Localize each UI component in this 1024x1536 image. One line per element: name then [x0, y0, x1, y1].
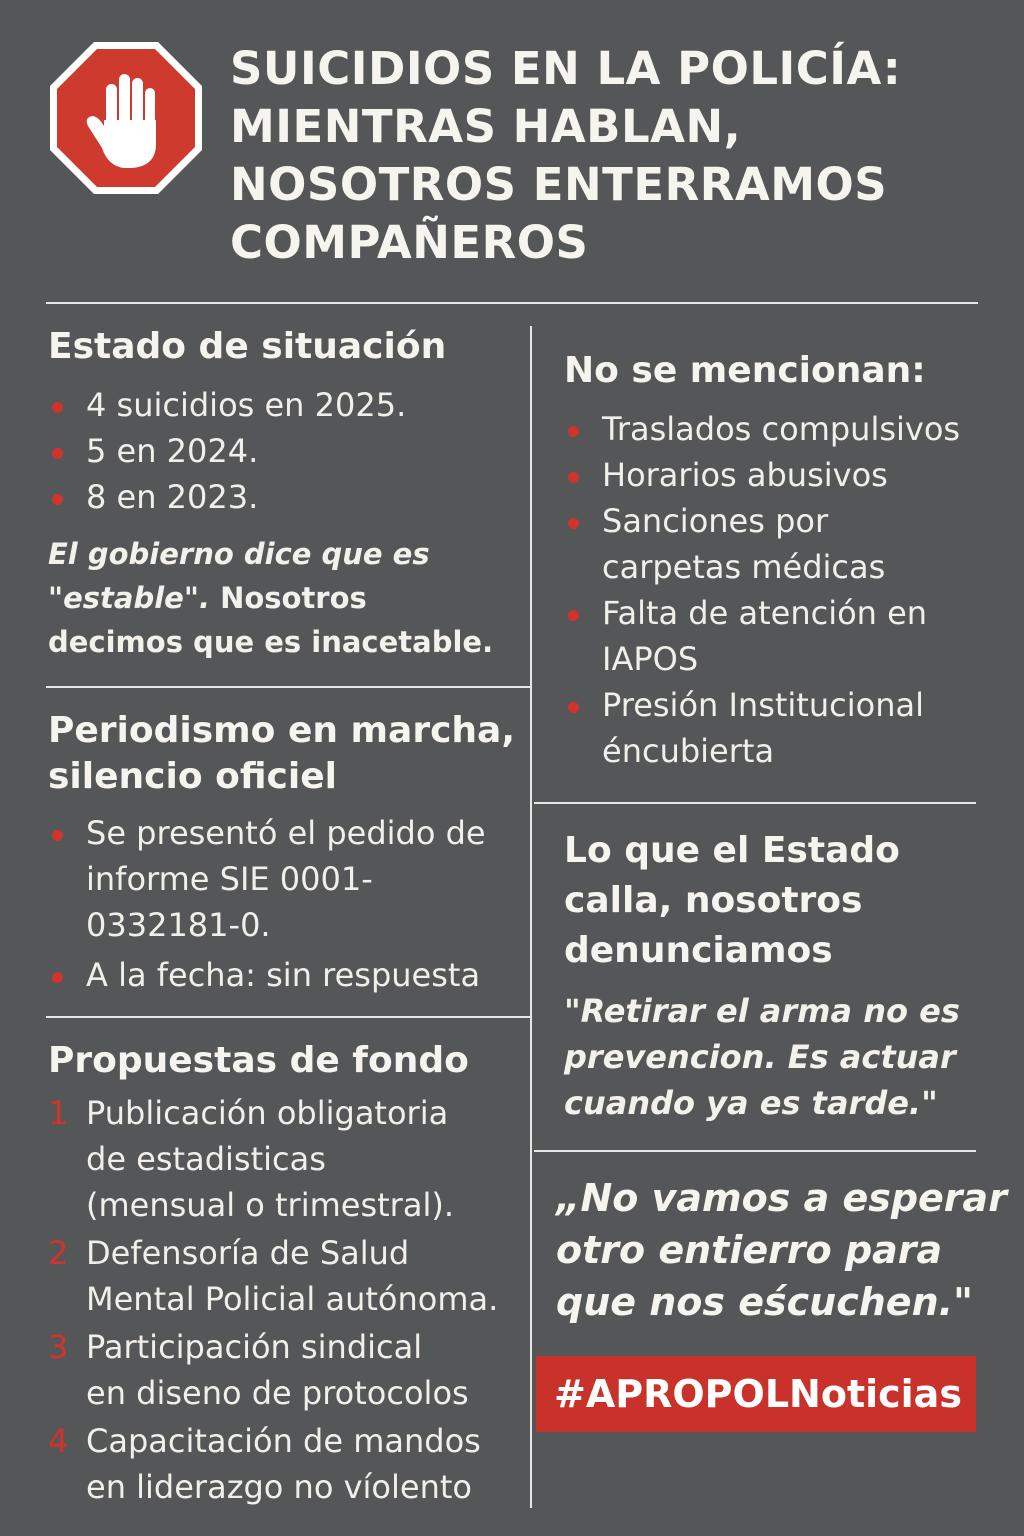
- state-silence-heading: Lo que el Estado calla, nosotros denunciamos: [564, 830, 900, 971]
- proposals-heading: Propuestas de fondo: [48, 1040, 469, 1081]
- list-item: Se presentó el pedido de informe SIE 0001- 0332181-0.: [48, 810, 528, 948]
- situation-heading: Estado de situación: [48, 326, 447, 367]
- closing-quote: „No vamos a esperar otro entierro para que nos eścuchen.": [556, 1176, 1007, 1324]
- hashtag-banner: #APROPOLNoticias: [536, 1356, 976, 1432]
- list-item: Falta de atención en IAPOS: [564, 590, 984, 682]
- proposals-section: [48, 1038, 528, 1510]
- closing-section: [556, 1172, 1007, 1328]
- list-item: Horarios abusivos: [564, 452, 984, 498]
- situation-list: [48, 382, 528, 520]
- page-title: SUICIDIOS EN LA POLICÍA: MIENTRAS HABLAN, NOSOTROS ENTERRAMOS COMPAÑEROS: [230, 42, 902, 269]
- state-silence-section: [564, 826, 984, 1126]
- right-divider-1: [534, 802, 976, 804]
- left-divider-1: [46, 686, 530, 688]
- journalism-heading: Periodismo en marcha, silencio oficiel: [48, 710, 516, 797]
- situation-section: [48, 324, 528, 664]
- list-item: Sanciones por carpetas médicas: [564, 498, 984, 590]
- not-mentioned-heading: No se mencionan:: [564, 350, 926, 391]
- top-divider: [46, 302, 978, 304]
- list-item: A la fecha: sin respuesta: [48, 952, 528, 998]
- government-statement: El gobierno dice que es "estable". Nosotros decimos que es inacetable.: [48, 537, 494, 659]
- list-item: 3 Participación sindical en diseno de protocolos: [48, 1328, 469, 1412]
- journalism-section: [48, 708, 528, 998]
- journalism-list: [48, 810, 528, 998]
- list-item: Presión Institucional éncubierta: [564, 682, 984, 774]
- list-item: 4 Capacitación de mandos en liderazgo no víolento: [48, 1422, 481, 1506]
- stop-hand-icon: [48, 40, 204, 196]
- proposals-list: [48, 1090, 528, 1510]
- left-divider-2: [46, 1016, 530, 1018]
- list-item: 2 Defensoría de Salud Mental Policial autónoma.: [48, 1234, 499, 1318]
- list-item: 8 en 2023.: [48, 474, 528, 520]
- right-divider-2: [534, 1150, 976, 1152]
- not-mentioned-section: [564, 348, 984, 774]
- weapon-quote: "Retirar el arma no es prevencion. Es actuar cuando ya es tarde.": [564, 992, 960, 1122]
- list-item: 5 en 2024.: [48, 428, 528, 474]
- column-divider: [530, 326, 532, 1508]
- list-item: 4 suicidios en 2025.: [48, 382, 528, 428]
- not-mentioned-list: [564, 406, 984, 774]
- list-item: 1 Publicación obligatoria de estadisticas (mensual o trimestral).: [48, 1094, 454, 1224]
- list-item: Traslados compulsivos: [564, 406, 984, 452]
